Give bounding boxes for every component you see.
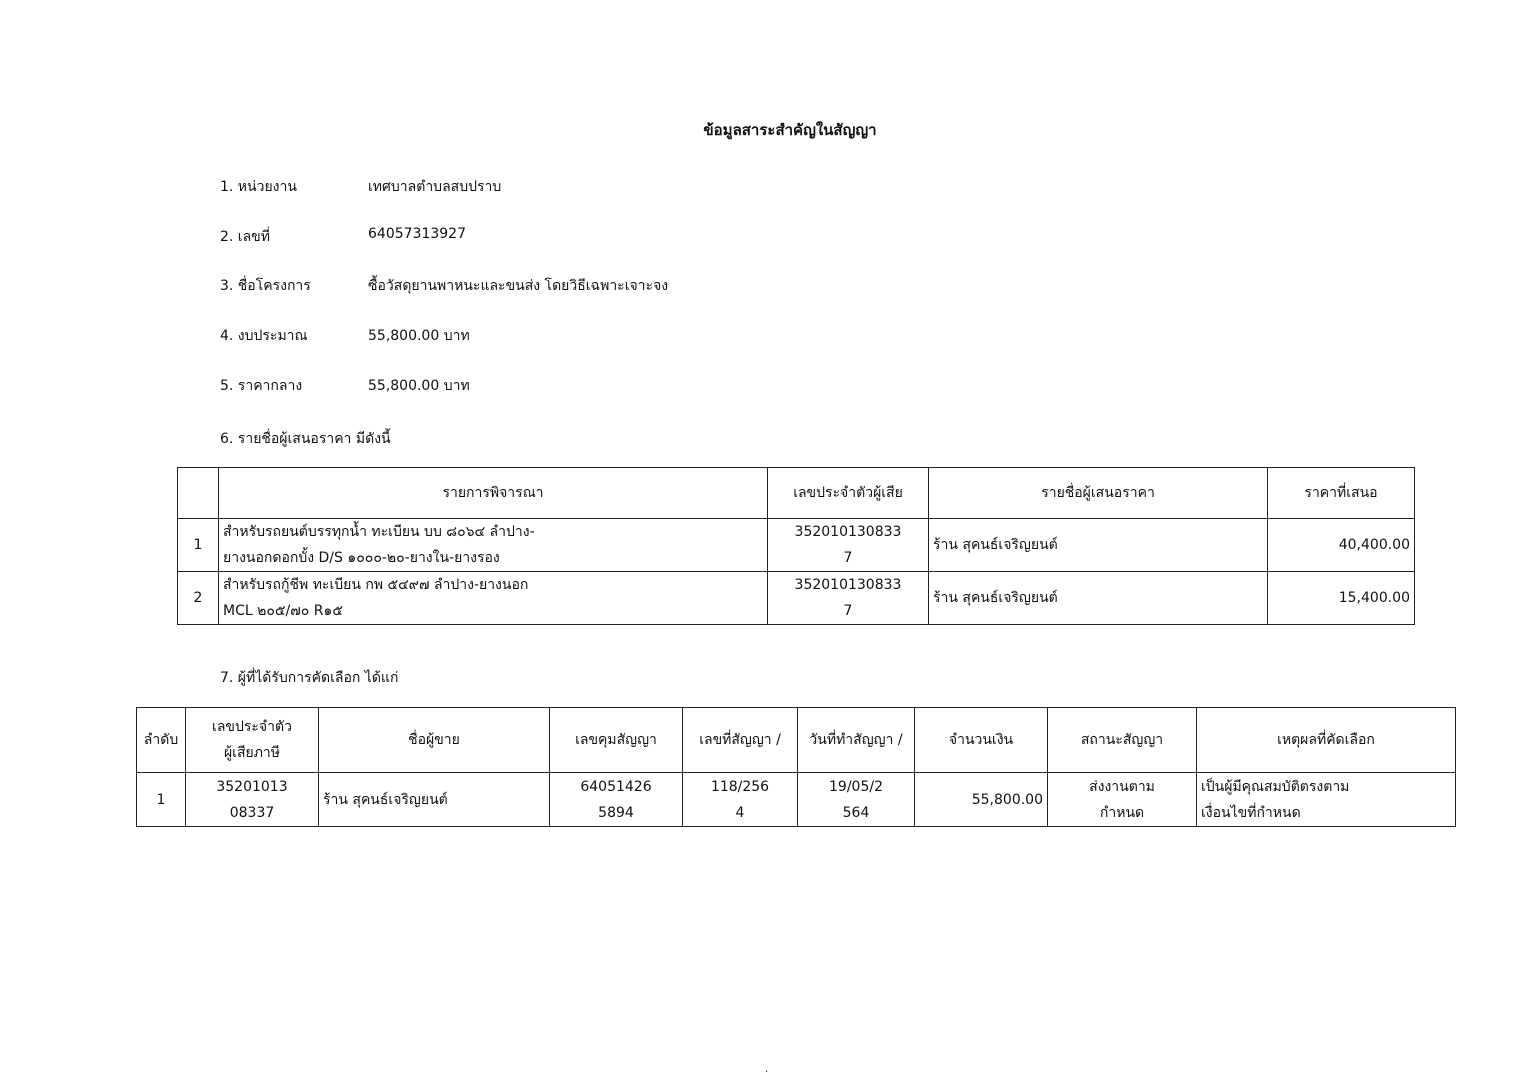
row-bidder: ร้าน สุคนธ์เจริญยนต์ bbox=[929, 572, 1268, 625]
table-header-item: รายการพิจารณา bbox=[219, 468, 768, 519]
page-title: ข้อมูลสาระสำคัญในสัญญา bbox=[703, 121, 877, 139]
field-label-median-price: 5. ราคากลาง bbox=[220, 378, 303, 394]
row-reason-line1: เป็นผู้มีคุณสมบัติตรงตาม bbox=[1201, 778, 1350, 795]
table-row bbox=[178, 519, 1415, 572]
field-value-number: 64057313927 bbox=[368, 226, 466, 242]
row-taxid-line1: 35201013 bbox=[216, 778, 288, 795]
field-value-median-price: 55,800.00 บาท bbox=[368, 378, 470, 394]
table-header-contract-date: วันที่ทำสัญญา / bbox=[798, 708, 915, 773]
table-header-bidder: รายชื่อผู้เสนอราคา bbox=[929, 468, 1268, 519]
table-header-status: สถานะสัญญา bbox=[1048, 708, 1197, 773]
row-taxid bbox=[186, 773, 319, 827]
table-header-taxid-line2: ผู้เสียภาษี bbox=[223, 745, 281, 761]
row-taxid-line1: 352010130833 bbox=[794, 577, 902, 593]
row-status bbox=[1048, 773, 1197, 827]
field-label-project: 3. ชื่อโครงการ bbox=[220, 278, 311, 294]
row-reason-line2: เงื่อนไขที่กำหนด bbox=[1201, 804, 1301, 821]
row-contract-date-line2: 564 bbox=[842, 804, 870, 821]
row-item-line1: สำหรับรถยนต์บรรทุกน้ำ ทะเบียน บบ ๘๐๖๔ ลำปาง- bbox=[223, 524, 535, 540]
row-item bbox=[219, 572, 768, 625]
field-label-agency: 1. หน่วยงาน bbox=[220, 179, 297, 195]
footer-mark: . bbox=[765, 1064, 769, 1075]
row-taxid-line2: 08337 bbox=[229, 804, 275, 821]
row-status-line1: ส่งงานตาม bbox=[1089, 778, 1155, 795]
row-seller: ร้าน สุคนธ์เจริญยนต์ bbox=[319, 773, 550, 827]
table-header-price: ราคาที่เสนอ bbox=[1268, 468, 1415, 519]
row-contract-date-line1: 19/05/2 bbox=[829, 778, 883, 795]
table-header-taxid bbox=[186, 708, 319, 773]
row-item-line2: MCL ๒๐๕/๗๐ R๑๕ bbox=[223, 603, 343, 619]
field-value-budget: 55,800.00 บาท bbox=[368, 328, 470, 344]
table-row bbox=[178, 572, 1415, 625]
table-header-taxid: เลขประจำตัวผู้เสีย bbox=[768, 468, 929, 519]
section6-heading: 6. รายชื่อผู้เสนอราคา มีดังนี้ bbox=[220, 431, 391, 447]
row-number: 2 bbox=[178, 572, 219, 625]
field-value-project: ซื้อวัสดุยานพาหนะและขนส่ง โดยวิธีเฉพาะเจาะจง bbox=[368, 278, 669, 294]
table-header-order: ลำดับ bbox=[137, 708, 186, 773]
table-header-taxid-line1: เลขประจำตัว bbox=[212, 719, 292, 735]
row-reason bbox=[1197, 773, 1456, 827]
row-taxid bbox=[768, 572, 929, 625]
row-number: 1 bbox=[178, 519, 219, 572]
row-order: 1 bbox=[137, 773, 186, 827]
row-contract-date bbox=[798, 773, 915, 827]
field-label-number: 2. เลขที่ bbox=[220, 229, 270, 245]
row-taxid-line1: 352010130833 bbox=[794, 524, 902, 540]
row-amount: 55,800.00 bbox=[915, 773, 1048, 827]
bidders-table bbox=[177, 467, 1415, 625]
row-item-line1: สำหรับรถกู้ชีพ ทะเบียน กพ ๕๔๙๗ ลำปาง-ยางนอก bbox=[223, 577, 529, 593]
table-header-control-no: เลขคุมสัญญา bbox=[550, 708, 683, 773]
row-contract-no bbox=[683, 773, 798, 827]
winners-table bbox=[136, 707, 1456, 827]
row-control-no bbox=[550, 773, 683, 827]
section7-heading: 7. ผู้ที่ได้รับการคัดเลือก ได้แก่ bbox=[220, 670, 399, 686]
table-row bbox=[137, 773, 1456, 827]
table-header-seller: ชื่อผู้ขาย bbox=[319, 708, 550, 773]
row-item-line2: ยางนอกดอกบั้ง D/S ๑๐๐๐-๒๐-ยางใน-ยางรอง bbox=[223, 550, 500, 566]
row-control-no-line1: 64051426 bbox=[580, 778, 652, 795]
row-taxid-line2: 7 bbox=[843, 550, 853, 566]
table-header-row bbox=[137, 708, 1456, 773]
row-contract-no-line1: 118/256 bbox=[710, 778, 770, 795]
table-header-row bbox=[178, 468, 1415, 519]
row-price: 15,400.00 bbox=[1268, 572, 1415, 625]
row-taxid-line2: 7 bbox=[843, 603, 853, 619]
field-value-agency: เทศบาลตำบลสบปราบ bbox=[368, 179, 502, 195]
table-header-amount: จำนวนเงิน bbox=[915, 708, 1048, 773]
field-label-budget: 4. งบประมาณ bbox=[220, 328, 308, 344]
row-item bbox=[219, 519, 768, 572]
row-price: 40,400.00 bbox=[1268, 519, 1415, 572]
row-control-no-line2: 5894 bbox=[598, 804, 634, 821]
row-taxid bbox=[768, 519, 929, 572]
table-header-contract-no: เลขที่สัญญา / bbox=[683, 708, 798, 773]
table-header-reason: เหตุผลที่คัดเลือก bbox=[1197, 708, 1456, 773]
row-bidder: ร้าน สุคนธ์เจริญยนต์ bbox=[929, 519, 1268, 572]
row-contract-no-line2: 4 bbox=[735, 804, 745, 821]
table-header-no bbox=[178, 468, 219, 519]
row-status-line2: กำหนด bbox=[1099, 804, 1145, 821]
